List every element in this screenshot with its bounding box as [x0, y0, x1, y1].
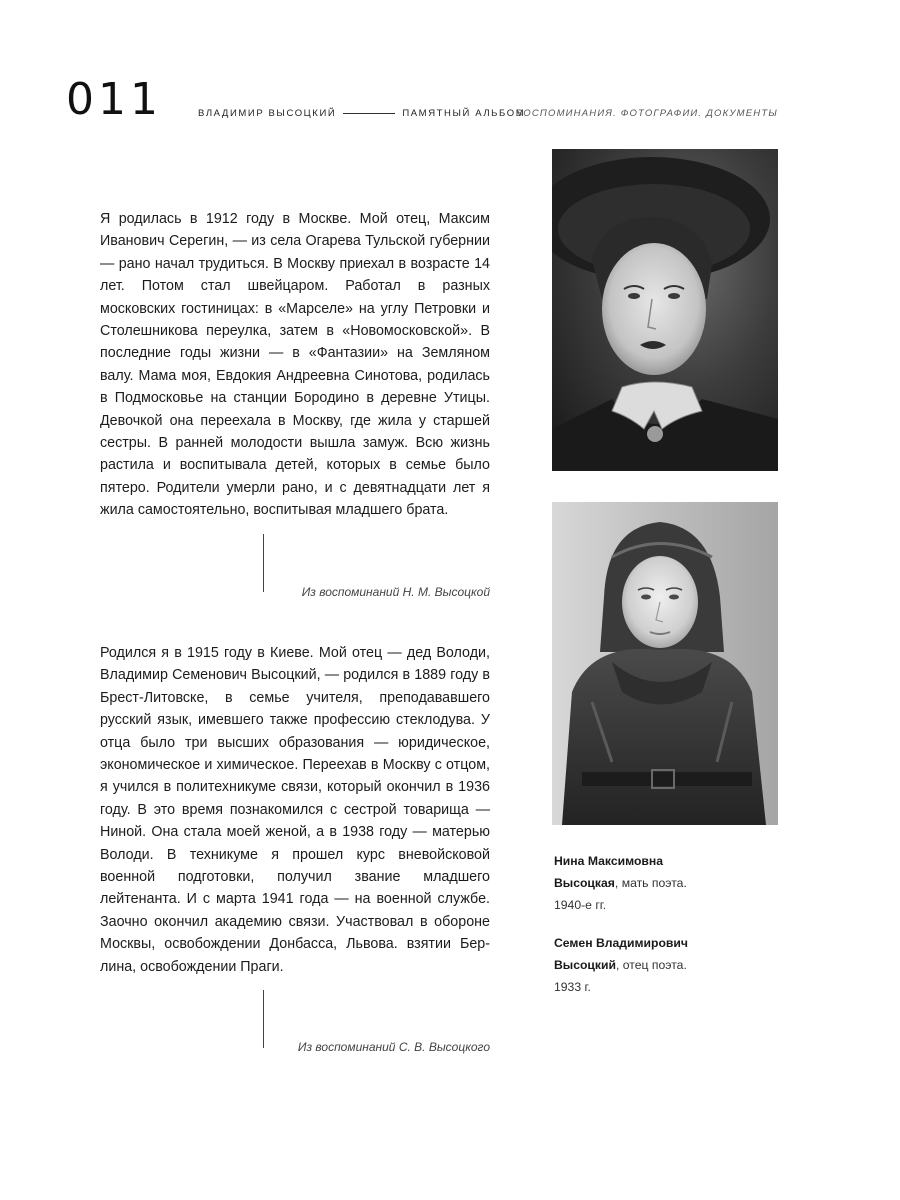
page-number: 011	[66, 74, 162, 125]
caption-name-line2-group	[554, 954, 784, 976]
book-title: ПАМЯТНЫЙ АЛЬБОМ	[402, 108, 526, 119]
portrait-photo-father	[552, 502, 778, 825]
photo-caption-father	[554, 932, 784, 998]
caption-name-line2-group	[554, 872, 784, 894]
portrait-father-image	[552, 502, 778, 825]
photo-caption-mother	[554, 850, 784, 916]
quote-rule-1	[263, 534, 264, 592]
memoir-source-2: Из воспоминаний С. В. Высоцкого	[297, 1040, 490, 1054]
caption-date: 1940-е гг.	[554, 898, 607, 912]
caption-name-line1: Семен Владимирович	[554, 936, 688, 950]
portrait-photo-mother	[552, 149, 778, 471]
memoir-source-1: Из воспоминаний Н. М. Высоцкой	[301, 585, 490, 599]
running-header	[198, 108, 525, 119]
caption-name-line1: Нина Максимовна	[554, 854, 664, 868]
caption-role: , отец поэта.	[616, 958, 687, 972]
memoir-text-1: Я родилась в 1912 году в Москве. Мой отец, Максим Иванович Серегин, — из села Огарева Тульской губернии — рано начал трудиться. В Москву приехал в возрасте 14 лет. Потом стал швейцаром. Работал в разных московских гостиницах: в «Марселе» на углу Петровки и Столешникова переулка, затем в «Новомосковской». В последние годы жизни — в «Фантазии» на Земляном валу. Мама моя, Евдокия Андреевна Синотова, родилась в Подмосковье на станции Бородино в деревне Утицы. Девочкой она переехала в Москву, где жила у старшей сестры. В ранней молодости вышла замуж. Всю жизнь растила и воспитывала детей, которых в семье было пятеро. Родители умерли рано, и с девятнадцати лет я жила самостоятельно, воспитывая младшего брата.	[100, 211, 490, 519]
book-author: ВЛАДИМИР ВЫСОЦКИЙ	[198, 108, 337, 119]
portrait-mother-image	[552, 149, 778, 471]
caption-surname: Высоцкий	[554, 958, 617, 972]
caption-role: , мать поэта.	[614, 876, 687, 890]
caption-surname: Высоцкая	[554, 876, 615, 890]
book-subtitle: ВОСПОМИНАНИЯ. ФОТОГРАФИИ. ДОКУМЕНТЫ	[515, 108, 778, 119]
header-divider	[343, 113, 395, 114]
caption-date: 1933 г.	[554, 980, 591, 994]
quote-rule-2	[263, 990, 264, 1048]
memoir-text-2: Родился я в 1915 году в Киеве. Мой отец — дед Володи, Владимир Семенович Высоцкий, — родился в 1889 году в Брест-Литовске, в семье учителя, преподававшего русский язык, имевшего также профессию стеклодува. У отца было три высших образования — юридическое, экономическое и химическое. Переехав в Москву с отцом, я учился в политехникуме связи, который окончил в 1936 году. В это время познакомился с сестрой товарища — Ниной. Она стала моей женой, а в 1938 году — матерью Володи. В техникуме я прошел курс вневойсковой военной подготовки, получил звание младшего лейтенанта. И с марта 1941 года — на военной службе. Заочно окончил академию связи. Участвовал в обороне Москвы, освобождении Донбасса, Львова. взятии Берлина, освобождении Праги.	[100, 645, 490, 975]
